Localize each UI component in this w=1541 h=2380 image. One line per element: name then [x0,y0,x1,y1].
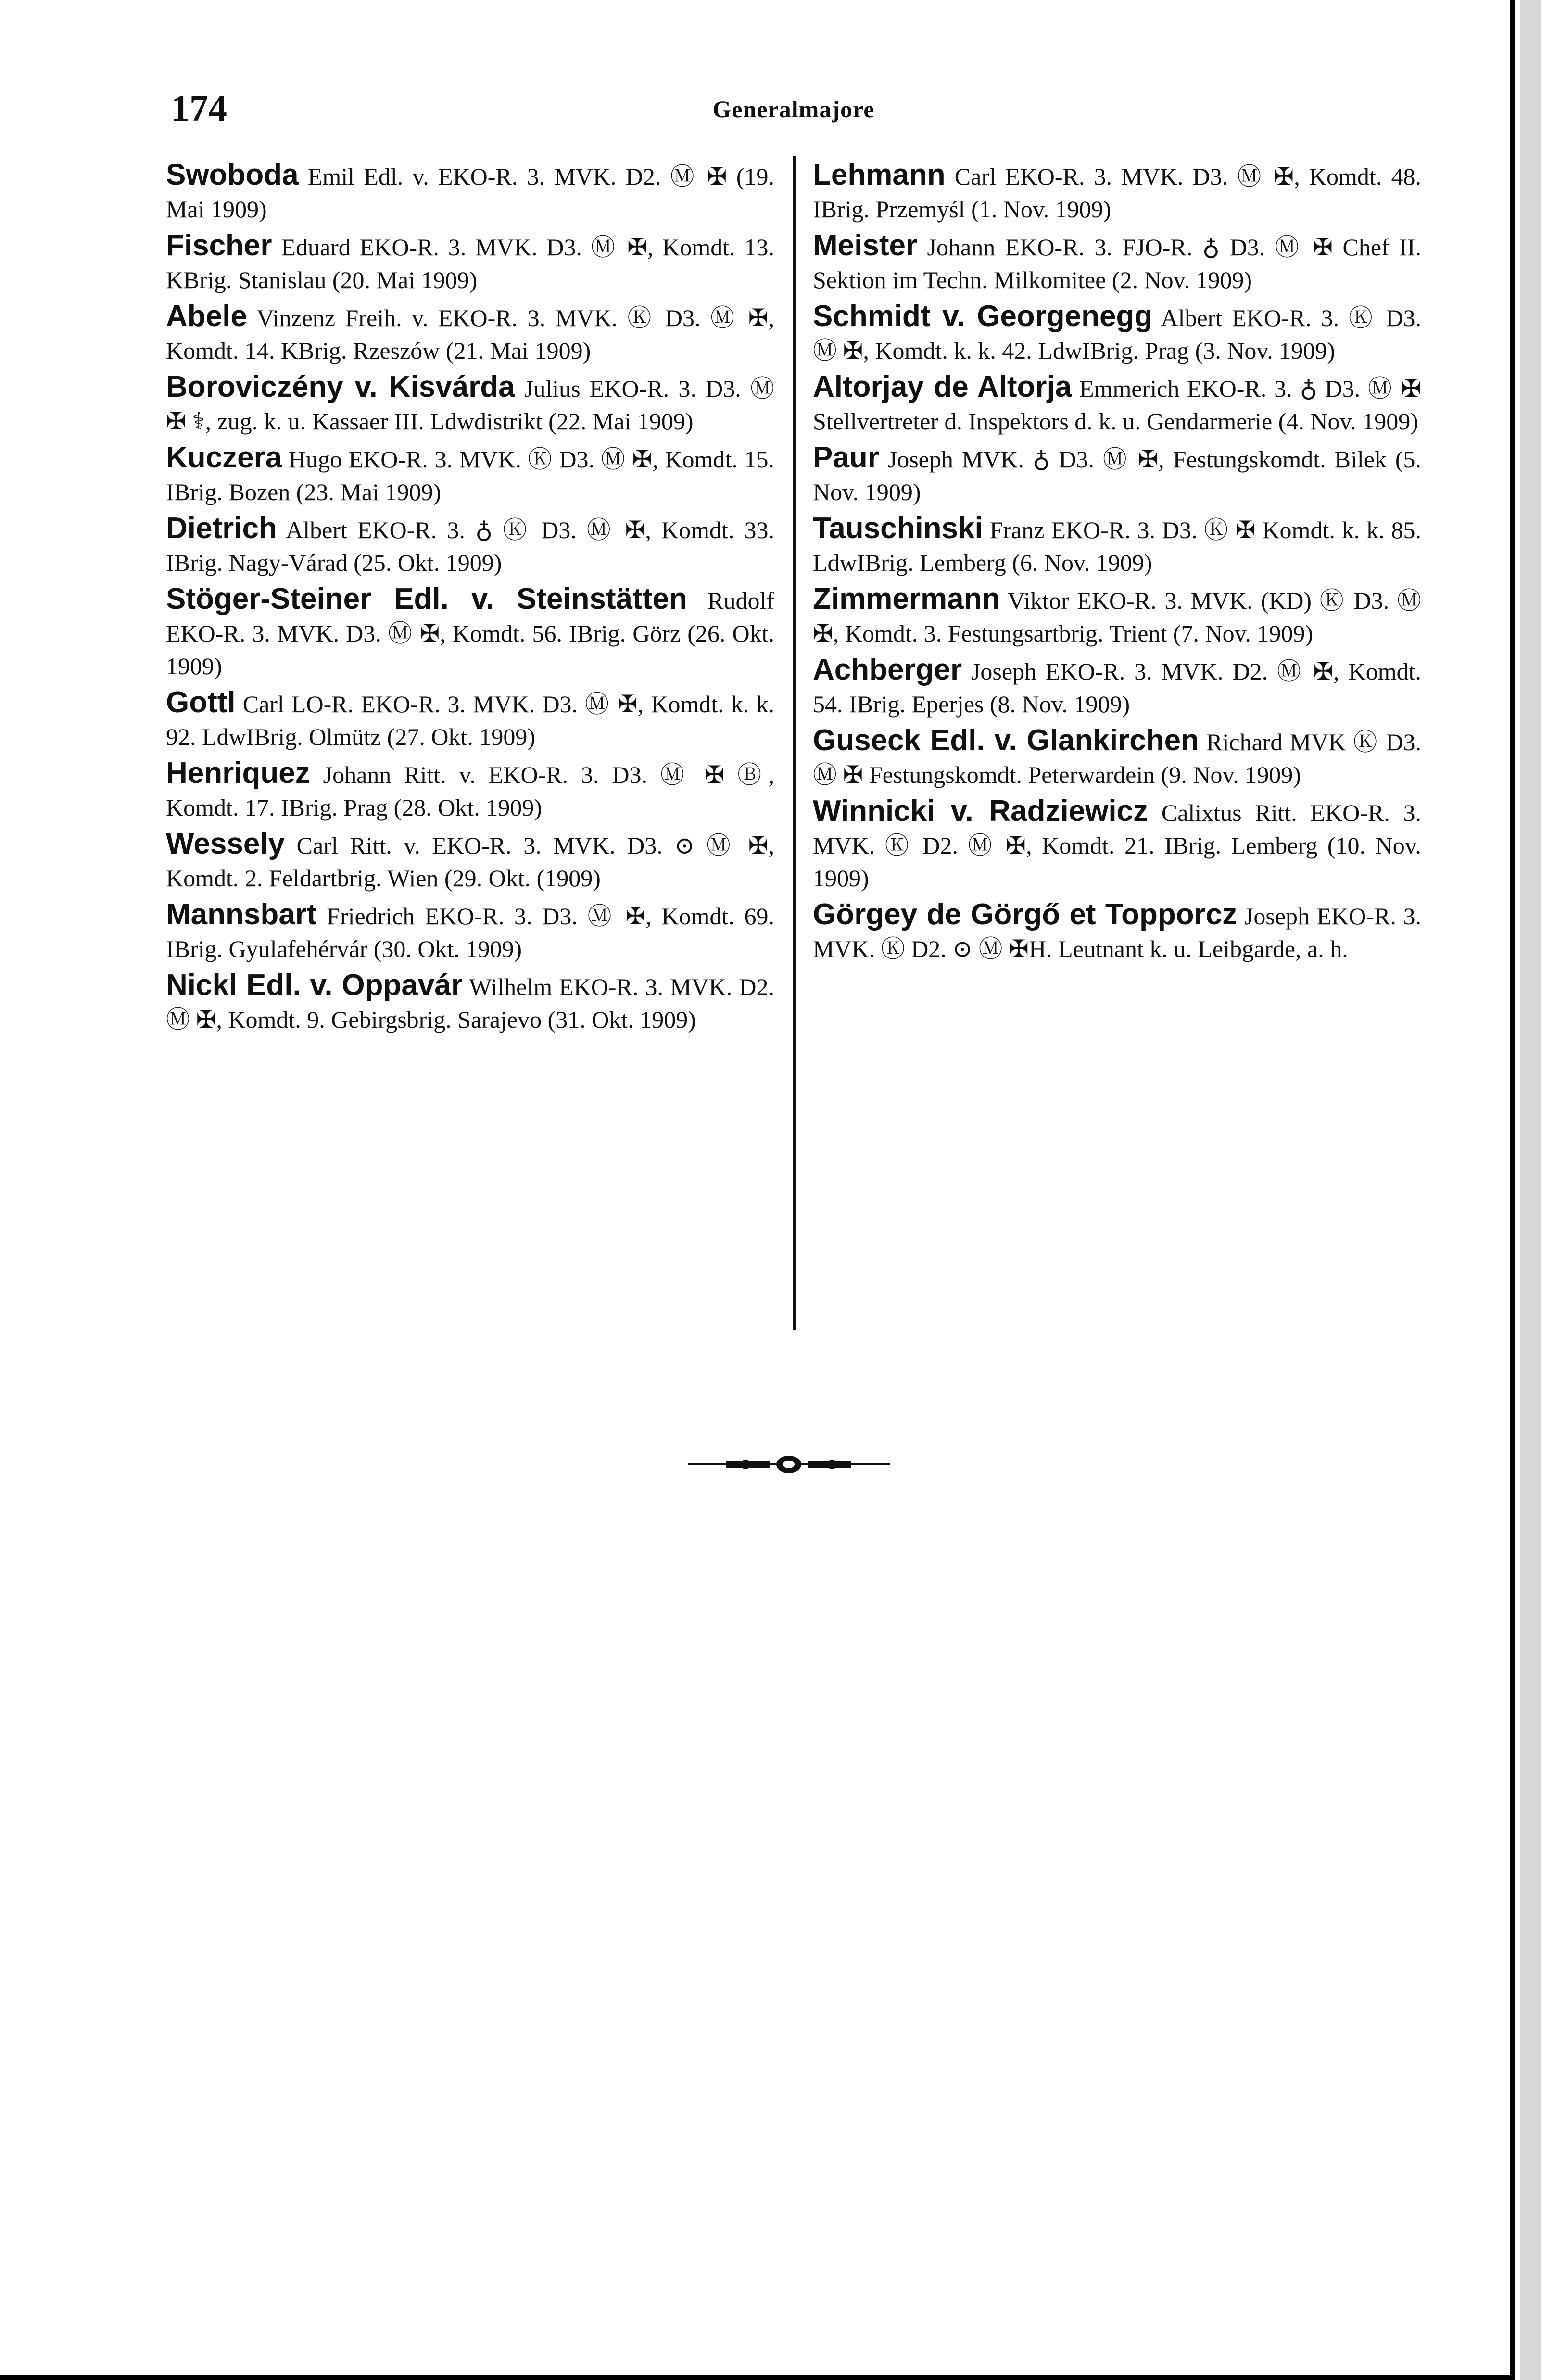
entry-name: Lehmann [813,158,946,191]
entry-text: Rudolf EKO-R. 3. MVK. D3. Ⓜ ✠, Komdt. 56. IBrig. Görz (26. Okt. 1909) [166,587,774,680]
entry-text: Richard MVK Ⓚ D3. Ⓜ ✠ Festungskomdt. Peterwardein (9. Nov. 1909) [813,729,1421,788]
list-item [813,898,1421,965]
entry-text: Calixtus Ritt. EKO-R. 3. MVK. Ⓚ D2. Ⓜ ✠, Komdt. 21. IBrig. Lemberg (10. Nov. 1909) [813,799,1421,892]
list-item [813,654,1421,720]
list-item [166,583,774,682]
left-column [166,159,774,1040]
list-item [813,583,1421,650]
entry-name: Achberger [813,653,962,686]
list-item [166,229,774,296]
list-item [166,969,774,1036]
entry-name: Paur [813,441,879,474]
list-item [813,795,1421,894]
page-number: 174 [171,87,227,129]
list-item [813,724,1421,791]
entry-text: Carl Ritt. v. EKO-R. 3. MVK. D3. ⊙ Ⓜ ✠, Komdt. 2. Feldartbrig. Wien (29. Okt. (1909) [166,832,774,892]
list-item [166,898,774,965]
scan-edge [1520,0,1541,2380]
column-divider [793,156,796,1330]
list-item [813,371,1421,438]
entry-text: Franz EKO-R. 3. D3. Ⓚ ✠ Komdt. k. k. 85. LdwIBrig. Lemberg (6. Nov. 1909) [813,516,1421,576]
entry-name: Nickl Edl. v. Oppavár [166,969,463,1002]
list-item [166,828,774,894]
list-item [166,159,774,226]
entry-name: Dietrich [166,512,277,545]
entry-text: Wilhelm EKO-R. 3. MVK. D2. Ⓜ ✠, Komdt. 9. Gebirgsbrig. Sarajevo (31. Okt. 1909) [166,973,774,1033]
entry-text: Emmerich EKO-R. 3. ♁ D3. Ⓜ ✠ Stellvertreter d. Inspektors d. k. u. Gendarmerie (4. Nov. 1909) [813,375,1421,435]
entry-text: Julius EKO-R. 3. D3. Ⓜ ✠ ⚕, zug. k. u. Kassaer III. Ldwdistrikt (22. Mai 1909) [166,375,774,435]
entry-text: Joseph EKO-R. 3. MVK. D2. Ⓜ ✠, Komdt. 54. IBrig. Eperjes (8. Nov. 1909) [813,658,1421,718]
list-item [166,512,774,579]
list-item [166,371,774,438]
entry-name: Abele [166,300,247,333]
entry-text: Johann EKO-R. 3. FJO-R. ♁ D3. Ⓜ ✠ Chef II. Sektion im Techn. Milkomitee (2. Nov. 1909) [813,234,1421,293]
list-item [166,441,774,508]
entry-text: Joseph MVK. ♁ D3. Ⓜ ✠, Festungskomdt. Bilek (5. Nov. 1909) [813,446,1421,505]
entry-text: Vinzenz Freih. v. EKO-R. 3. MVK. Ⓚ D3. Ⓜ ✠, Komdt. 14. KBrig. Rzeszów (21. Mai 1909) [166,304,774,364]
ornament-rule-icon [688,1452,890,1476]
entry-text: Viktor EKO-R. 3. MVK. (KD) Ⓚ D3. Ⓜ ✠, Komdt. 3. Festungsartbrig. Trient (7. Nov. 1909) [813,587,1421,647]
entry-text: Johann Ritt. v. EKO-R. 3. D3. Ⓜ ✠ Ⓑ, Komdt. 17. IBrig. Prag (28. Okt. 1909) [166,761,774,821]
entry-name: Tauschinski [813,512,983,545]
entry-text: Eduard EKO-R. 3. MVK. D3. Ⓜ ✠, Komdt. 13. KBrig. Stanislau (20. Mai 1909) [166,234,774,293]
entry-name: Wessely [166,827,285,860]
entry-name: Swoboda [166,158,299,191]
list-item [813,441,1421,508]
entry-text: Carl LO-R. EKO-R. 3. MVK. D3. Ⓜ ✠, Komdt. k. k. 92. LdwIBrig. Olmütz (27. Okt. 1909) [166,691,774,750]
list-item [813,512,1421,579]
entry-text: Albert EKO-R. 3. ♁ Ⓚ D3. Ⓜ ✠, Komdt. 33. IBrig. Nagy-Várad (25. Okt. 1909) [166,516,774,576]
entry-name: Zimmermann [813,582,1000,616]
entry-text: Emil Edl. v. EKO-R. 3. MVK. D2. Ⓜ ✠ (19. Mai 1909) [166,163,774,223]
entry-text: Friedrich EKO-R. 3. D3. Ⓜ ✠, Komdt. 69. IBrig. Gyulafehérvár (30. Okt. 1909) [166,903,774,962]
entry-text: Albert EKO-R. 3. Ⓚ D3. Ⓜ ✠, Komdt. k. k. 42. LdwIBrig. Prag (3. Nov. 1909) [813,304,1422,364]
entry-name: Mannsbart [166,898,317,931]
entry-name: Fischer [166,229,272,262]
list-item [813,300,1421,367]
entry-name: Gottl [166,686,236,719]
running-header: Generalmajore [712,96,875,123]
entry-text: Carl EKO-R. 3. MVK. D3. Ⓜ ✠, Komdt. 48. IBrig. Przemyśl (1. Nov. 1909) [813,163,1421,223]
entry-name: Stöger-Steiner Edl. v. Steinstätten [166,582,687,616]
entry-name: Kuczera [166,441,282,474]
entry-name: Altorjay de Altorja [813,370,1072,403]
list-item [166,686,774,753]
entry-name: Henriquez [166,756,310,790]
entry-text: Hugo EKO-R. 3. MVK. Ⓚ D3. Ⓜ ✠, Komdt. 15. IBrig. Bozen (23. Mai 1909) [166,446,774,505]
entry-name: Boroviczény v. Kisvárda [166,370,515,403]
list-item [813,159,1421,226]
entry-name: Winnicki v. Radziewicz [813,794,1149,828]
right-column [813,159,1421,969]
entry-name: Meister [813,229,918,262]
list-item [166,757,774,824]
entry-text: Joseph EKO-R. 3. MVK. Ⓚ D2. ⊙ Ⓜ ✠H. Leutnant k. u. Leibgarde, a. h. [813,903,1421,962]
entry-name: Schmidt v. Georgenegg [813,300,1153,333]
list-item [813,229,1421,296]
entry-name: Görgey de Görgő et Topporcz [813,898,1238,931]
list-item [166,300,774,367]
entry-name: Guseck Edl. v. Glankirchen [813,724,1199,757]
